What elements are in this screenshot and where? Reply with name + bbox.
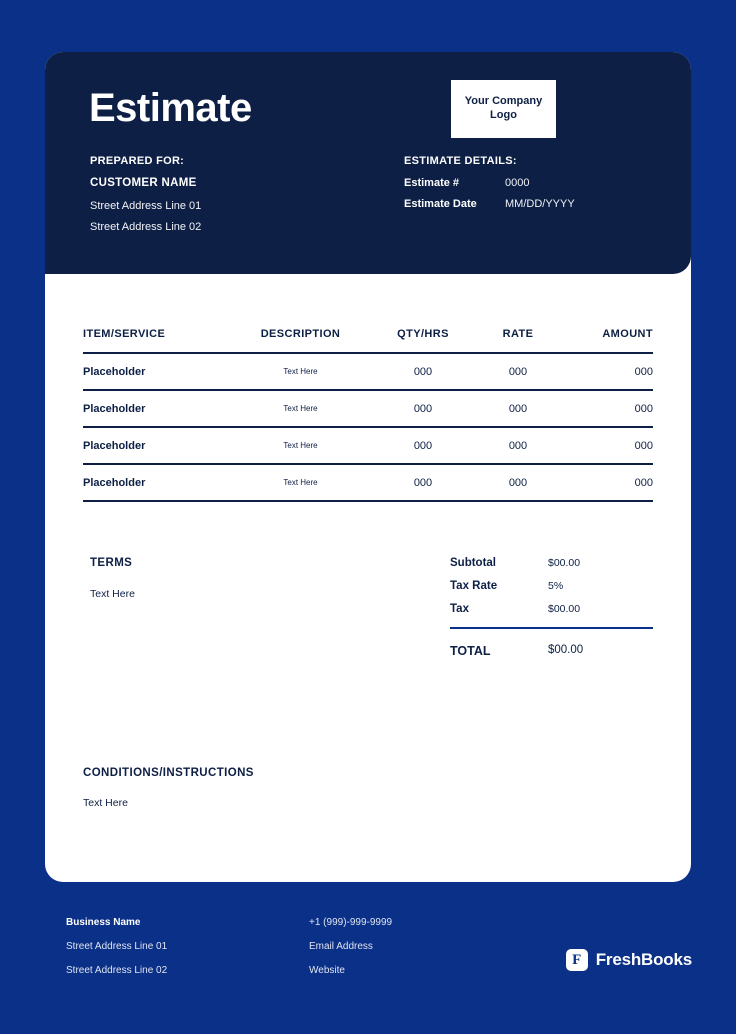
- footer-email: Email Address: [309, 941, 373, 952]
- freshbooks-logo-icon: F: [566, 949, 588, 971]
- table-row: [83, 428, 653, 465]
- company-logo-placeholder: [451, 80, 556, 138]
- totals-divider: [450, 627, 653, 629]
- conditions-title: CONDITIONS/INSTRUCTIONS: [83, 767, 254, 779]
- tax-rate-label: Tax Rate: [450, 580, 498, 592]
- terms-text: Text Here: [90, 588, 135, 600]
- conditions-block: [83, 767, 583, 809]
- column-header-rate: RATE: [502, 328, 534, 340]
- customer-address-line-2: Street Address Line 02: [90, 221, 202, 233]
- terms-title: TERMS: [90, 557, 133, 569]
- table-row: [83, 465, 653, 502]
- tax-label: Tax: [450, 603, 469, 615]
- column-header-amount: AMOUNT: [602, 328, 653, 340]
- estimate-date-value: MM/DD/YYYY: [505, 198, 575, 210]
- freshbooks-brand-name: FreshBooks: [595, 950, 692, 969]
- row-qty: 000: [413, 476, 433, 489]
- estimate-details-block: [404, 155, 575, 219]
- table-row: [83, 391, 653, 428]
- footer-phone: +1 (999)-999-9999: [309, 917, 393, 928]
- customer-name: CUSTOMER NAME: [90, 177, 197, 189]
- freshbooks-brand: [566, 949, 692, 971]
- logo-line-1: Your Company: [464, 95, 543, 108]
- column-header-description: DESCRIPTION: [260, 328, 341, 340]
- customer-address-line-1: Street Address Line 01: [90, 200, 202, 212]
- row-description: Text Here: [283, 478, 318, 487]
- row-description: Text Here: [283, 404, 318, 413]
- page-title: Estimate: [89, 86, 252, 130]
- estimate-document-card: [45, 52, 691, 882]
- items-table: [83, 328, 653, 502]
- footer-address-line-1: Street Address Line 01: [66, 941, 168, 952]
- subtotal-value: $00.00: [548, 557, 581, 569]
- row-description: Text Here: [283, 367, 318, 376]
- tax-row: [450, 603, 653, 615]
- estimate-number-value: 0000: [505, 177, 530, 189]
- document-footer: [0, 905, 736, 1005]
- prepared-for-label: PREPARED FOR:: [90, 155, 185, 167]
- terms-block: [90, 557, 350, 600]
- footer-business-name: Business Name: [66, 917, 141, 928]
- row-description: Text Here: [283, 441, 318, 450]
- grand-total-value: $00.00: [548, 644, 584, 656]
- subtotal-row: [450, 557, 653, 569]
- tax-rate-row: [450, 580, 653, 592]
- row-item: Placeholder: [83, 365, 146, 378]
- column-header-qty: QTY/HRS: [397, 328, 449, 340]
- subtotal-label: Subtotal: [450, 557, 496, 569]
- row-qty: 000: [413, 402, 433, 415]
- row-rate: 000: [508, 439, 528, 452]
- footer-contact-block: [309, 917, 392, 989]
- estimate-date-label: Estimate Date: [404, 198, 477, 210]
- row-item: Placeholder: [83, 402, 146, 415]
- logo-line-2: Logo: [490, 109, 517, 121]
- row-amount: 000: [634, 439, 653, 452]
- grand-total-row: [450, 644, 653, 658]
- estimate-date-row: [404, 198, 575, 210]
- row-item: Placeholder: [83, 439, 146, 452]
- footer-website: Website: [309, 965, 345, 976]
- footer-address-line-2: Street Address Line 02: [66, 965, 168, 976]
- table-row: [83, 354, 653, 391]
- column-header-item: ITEM/SERVICE: [83, 328, 166, 340]
- row-amount: 000: [634, 476, 653, 489]
- tax-rate-value: 5%: [548, 580, 564, 592]
- estimate-number-label: Estimate #: [404, 177, 460, 189]
- totals-block: [450, 557, 653, 669]
- grand-total-label: TOTAL: [450, 644, 491, 658]
- row-rate: 000: [508, 476, 528, 489]
- footer-business-block: [66, 917, 167, 989]
- tax-value: $00.00: [548, 603, 581, 615]
- row-qty: 000: [413, 439, 433, 452]
- document-header: [45, 52, 691, 274]
- row-qty: 000: [413, 365, 433, 378]
- prepared-for-block: [90, 155, 201, 242]
- row-rate: 000: [508, 365, 528, 378]
- conditions-text: Text Here: [83, 797, 128, 809]
- estimate-number-row: [404, 177, 575, 189]
- row-amount: 000: [634, 365, 653, 378]
- row-rate: 000: [508, 402, 528, 415]
- row-item: Placeholder: [83, 476, 146, 489]
- estimate-details-label: ESTIMATE DETAILS:: [404, 155, 517, 167]
- row-amount: 000: [634, 402, 653, 415]
- items-table-header: [83, 328, 653, 354]
